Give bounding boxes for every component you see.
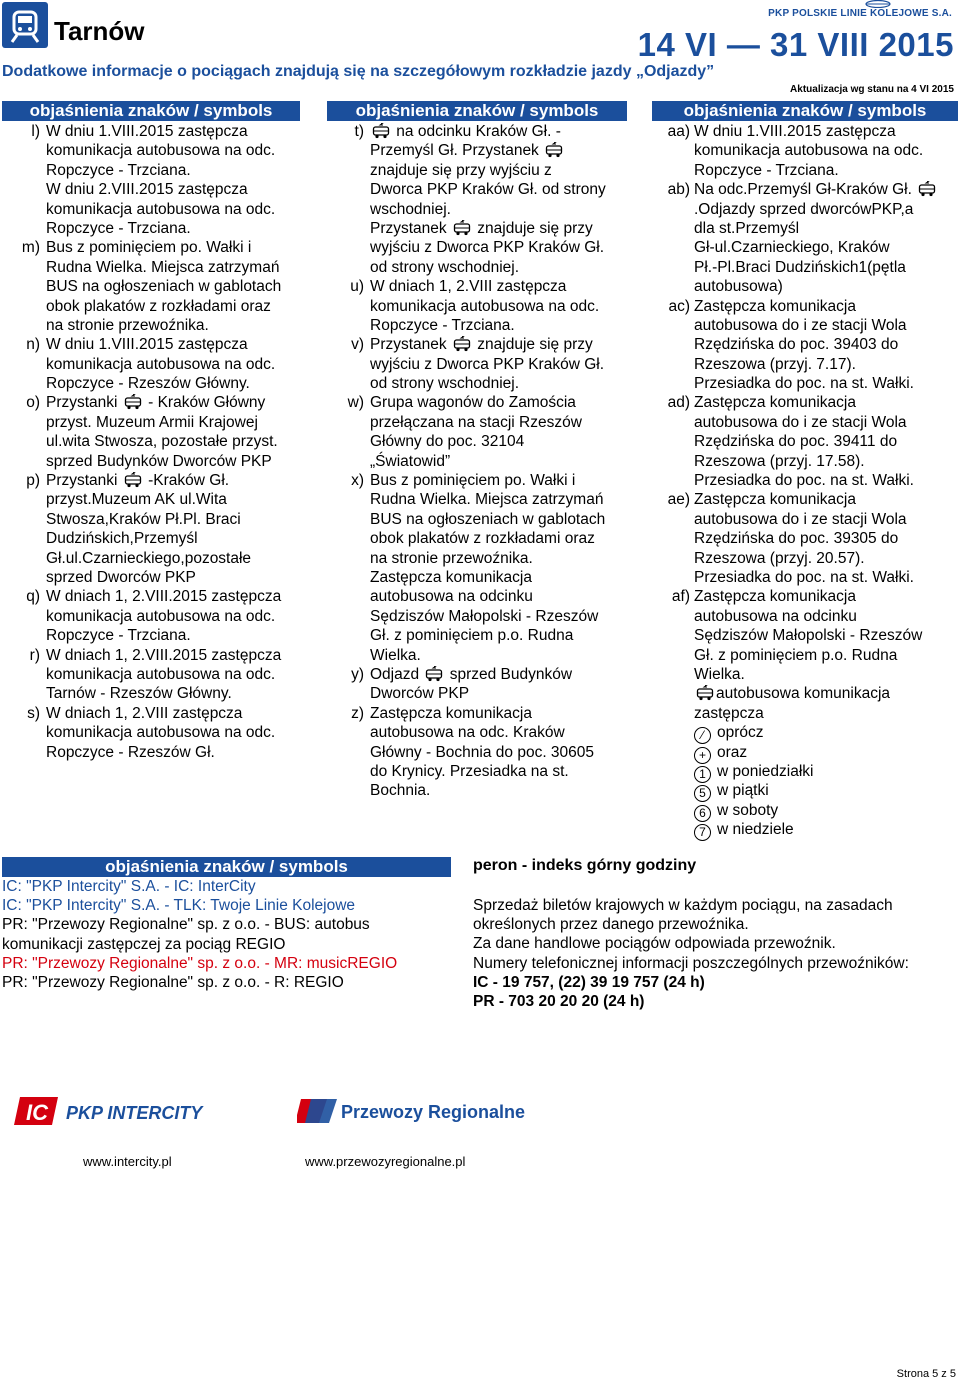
note-line [0,510,320,529]
bus-icon [545,142,563,158]
note-line [0,471,320,490]
note-line [0,723,320,742]
note-line [0,238,320,257]
operators-list [2,877,462,992]
note-line [0,374,320,393]
note-line [0,277,320,296]
note-line [648,510,960,529]
note-text: znajduje się przy wyjściu z [370,161,552,179]
note-key: o) [26,394,40,412]
symbols-heading: objaśnienia znaków / symbols [2,857,451,877]
note-line [648,704,960,723]
note-text: autobusowa do i ze stacji Wola [694,316,907,334]
note-line [322,723,642,742]
station-name: Tarnów [54,16,145,46]
note-text: autobusowa na odcinku [370,588,533,606]
note-line [322,510,642,529]
note-text: sprzed Dworców PKP [46,568,196,586]
note-key: q) [26,588,40,606]
note-line [322,200,642,219]
note-line [322,297,642,316]
note-text: wyjściu z Dworca PKP Kraków Gł. [370,355,604,373]
note-text: dla st.Przemyśl [694,219,800,237]
note-text: Przystanek znajduje się przy [370,219,593,237]
note-line [0,490,320,509]
note-line [0,743,320,762]
day-1-icon: 1 [694,766,711,783]
note-text: Przemyśl Gł. Przystanek [370,141,565,160]
note-text: Rzeszowa (przyj. 17.58). [694,452,865,470]
note-line [322,704,642,723]
note-line [0,568,320,587]
note-key: r) [29,646,40,664]
note-line [322,393,642,412]
note-text: sprzed Budynków Dworców PKP [46,452,272,470]
note-text: Grupa wagonów do Zamościa [370,394,576,412]
note-line [322,607,642,626]
note-key: af) [671,588,690,606]
note-line [322,180,642,199]
note-line [322,646,642,665]
note-text: Stwosza,Kraków Pł.Pl. Braci [46,510,241,528]
note-line [0,335,320,354]
note-line [322,258,642,277]
note-text: Gł.ul.Czarnieckiego,pozostałe [46,549,252,567]
note-text: W dniach 1, 2.VIII zastępcza [46,704,243,722]
bus-icon [453,336,471,352]
note-line [0,432,320,451]
note-line [0,141,320,160]
note-line [648,549,960,568]
note-text: Wielka. [370,646,421,664]
note-text: BUS na ogłoszeniach w gablotach [46,278,282,296]
note-text: wyjściu z Dworca PKP Kraków Gł. [370,239,604,257]
note-line [648,200,960,219]
note-line [648,374,960,393]
note-line [648,238,960,257]
note-key: ac) [668,297,690,315]
note-line [648,607,960,626]
note-line [648,122,960,141]
note-key: s) [27,704,40,722]
note-text: przełączana na stacji Rzeszów [370,413,582,431]
note-text: W dniach 1, 2.VIII zastępcza [370,278,567,296]
note-text: na odcinku Kraków Gł. - [370,122,561,141]
note-line [0,646,320,665]
note-line [648,219,960,238]
note-text: autobusowa) [694,278,783,296]
note-text: Dworca PKP Kraków Gł. od strony [370,181,606,199]
bus-icon [372,123,390,139]
note-text: Tarnów - Rzeszów Główny. [46,685,232,703]
note-text: Zastępcza komunikacja [370,704,532,722]
note-text: komunikacja autobusowa na odc. [46,607,276,625]
note-text: Rudna Wielka. Miejsca zatrzymań [370,491,604,509]
bus-icon [918,181,936,197]
note-line [648,568,960,587]
note-text: Bus z pominięciem po. Wałki i [370,472,576,490]
note-text: Rzędzińska do poc. 39403 do [694,336,899,354]
note-line [0,316,320,335]
note-line [322,587,642,606]
note-line [648,355,960,374]
train-logo-icon [2,2,48,48]
note-text: do Krynicy. Przesiadka na st. [370,762,569,780]
except-icon: ⁄ [694,727,711,744]
note-text: zastępcza [694,704,764,722]
bus-icon [124,472,142,488]
note-text: Pł.-Pl.Braci Dudzińskich1(pętla [694,258,906,276]
note-line [648,723,960,742]
notes-column-3 [648,122,960,839]
operator-line: PR: "Przewozy Regionalne" sp. z o.o. - R: REGIO [2,974,344,992]
note-text: W dniach 1, 2.VIII.2015 zastępcza [46,588,282,606]
note-line [322,122,642,141]
note-line [648,471,960,490]
note-line [0,200,320,219]
note-text: Zastępcza komunikacja [694,491,856,509]
note-text: Ropczyce - Rzeszów Główny. [46,375,250,393]
note-line [322,316,642,335]
bus-icon [124,394,142,410]
day-5-icon: 5 [694,785,711,802]
note-line [648,743,960,762]
note-line [648,297,960,316]
note-line [322,529,642,548]
note-line [0,607,320,626]
note-text: Dudzińskich,Przemyśl [46,530,198,548]
note-line [648,801,960,820]
note-line [648,665,960,684]
plus-icon: + [694,747,711,764]
note-text: Przystanek znajduje się przy [370,336,593,354]
note-text: W dniu 1.VIII.2015 zastępcza [46,336,248,354]
pkp-emblem-icon [864,0,892,8]
note-key: aa) [667,123,690,140]
note-text: przyst.Muzeum AK ul.Wita [46,491,227,509]
note-line [322,432,642,451]
note-line [648,587,960,606]
note-text: ul.wita Stwosza, pozostałe przyst. [46,433,278,451]
note-line [0,413,320,432]
note-text: na stronie przewoźnika. [46,316,209,334]
note-text: Przesiadka do poc. na st. Wałki. [694,568,914,586]
note-text: obok plakatów z rozkładami oraz [46,297,271,315]
note-text: Gł. z pominięciem p.o. Rudna [694,646,898,664]
info-line: IC - 19 757, (22) 39 19 757 (24 h) [473,973,705,991]
note-text: Gł. z pominięciem p.o. Rudna [370,627,574,645]
note-line [648,161,960,180]
operator-line: IC: "PKP Intercity" S.A. - TLK: Twoje Linie Kolejowe [2,897,356,915]
note-line [648,316,960,335]
note-line [648,180,960,199]
note-text: Przesiadka do poc. na st. Wałki. [694,472,914,490]
note-line [0,587,320,606]
note-text: ⁄ oprócz [694,723,764,744]
note-line [0,122,320,141]
note-text: Sędziszów Małopolski - Rzeszów [694,627,923,645]
note-text: Zastępcza komunikacja [694,394,856,412]
note-key: t) [354,123,364,140]
note-text: Przystanki -Kraków Gł. [46,472,230,490]
note-line [0,219,320,238]
note-line [322,781,642,800]
note-key: z) [351,704,364,722]
update-note: Aktualizacja wg stanu na 4 VI 2015 [790,84,954,95]
note-line [322,490,642,509]
note-line [0,529,320,548]
col1-heading: objaśnienia znaków / symbols [2,101,300,121]
note-text: autobusowa komunikacja [694,684,890,703]
col2-heading: objaśnienia znaków / symbols [327,101,627,121]
note-text: Przystanki - Kraków Główny [46,394,266,412]
note-text: Główny - Bochnia do poc. 30605 [370,743,595,761]
note-line [322,141,642,160]
note-line [648,452,960,471]
note-text: Ropczyce - Trzciana. [46,627,191,645]
svg-text:IC: IC [26,1100,48,1125]
notes-column-2 [322,122,642,801]
note-key: ae) [667,491,690,509]
note-text: Rzeszowa (przyj. 20.57). [694,549,865,567]
note-text: komunikacja autobusowa na odc. [46,355,276,373]
note-text: komunikacja autobusowa na odc. [46,200,276,218]
info-line: określonych przez danego przewoźnika. [473,916,749,934]
note-line [322,277,642,296]
note-text: Sędziszów Małopolski - Rzeszów [370,607,599,625]
bus-icon [425,666,443,682]
note-line [648,646,960,665]
note-line [322,762,642,781]
note-text: komunikacja autobusowa na odc. [46,665,276,683]
note-text: Rzeszowa (przyj. 7.17). [694,355,856,373]
note-key: p) [26,472,40,490]
peron-legend: peron - indeks górny godziny [473,857,697,874]
note-text: od strony wschodniej. [370,375,520,393]
note-text: Przesiadka do poc. na st. Wałki. [694,375,914,393]
note-text: Gł-ul.Czarnieckiego, Kraków [694,239,890,257]
note-line [322,219,642,238]
note-line [0,297,320,316]
day-7-icon: 7 [694,824,711,841]
note-key: m) [21,239,40,257]
note-line [648,762,960,781]
page-subtitle: Dodatkowe informacje o pociągach znajdują się na szczegółowym rozkładzie jazdy „Odjazdy” [2,63,715,80]
note-text: Ropczyce - Rzeszów Gł. [46,743,215,761]
note-text: „Światowid” [370,452,451,470]
page-number: Strona 5 z 5 [896,1368,956,1380]
note-text: .Odjazdy sprzed dworcówPKP,a [694,200,914,218]
note-text: Główny do poc. 32104 [370,433,525,451]
note-key: v) [351,336,364,354]
note-key: x) [351,472,364,490]
note-text: BUS na ogłoszeniach w gablotach [370,510,606,528]
note-line [322,335,642,354]
note-text: na stronie przewoźnika. [370,549,533,567]
note-text: komunikacja autobusowa na odc. [370,297,600,315]
operator-line: IC: "PKP Intercity" S.A. - IC: InterCity [2,878,256,895]
day-6-icon: 6 [694,805,711,822]
note-line [648,141,960,160]
operator-line: PR: "Przewozy Regionalne" sp. z o.o. - MR: musicREGIO [2,954,398,972]
note-text: wschodniej. [370,200,451,218]
note-line [648,820,960,839]
note-text: autobusowa na odcinku [694,607,857,625]
note-line [322,374,642,393]
note-key: l) [31,123,40,140]
note-text: W dniu 1.VIII.2015 zastępcza [46,123,248,140]
note-line [648,413,960,432]
note-line [322,684,642,703]
note-line [648,432,960,451]
note-line [0,161,320,180]
note-line [0,684,320,703]
note-line [0,626,320,645]
note-text: 5 w piątki [694,781,769,802]
note-text: Zastępcza komunikacja [694,588,856,606]
note-line [322,549,642,568]
note-text: Odjazd sprzed Budynków [370,665,573,683]
note-text: Rudna Wielka. Miejsca zatrzymań [46,258,280,276]
note-line [0,704,320,723]
info-line: Sprzedaż biletów krajowych w każdym pociągu, na zasadach [473,897,893,914]
note-text: Ropczyce - Trzciana. [370,316,515,334]
note-text: przyst. Muzeum Armii Krajowej [46,413,258,431]
note-text: 6 w soboty [694,801,778,822]
note-line [0,549,320,568]
note-text: Bochnia. [370,782,431,800]
note-line [648,684,960,703]
note-line [0,665,320,684]
info-line: Za dane handlowe pociągów odpowiada przewoźnik. [473,935,836,953]
note-text: komunikacja autobusowa na odc. [694,142,924,160]
note-text: Ropczyce - Trzciana. [46,161,191,179]
note-text: autobusowa na odc. Kraków [370,724,565,742]
intercity-logo [12,1093,240,1129]
note-text: komunikacja autobusowa na odc. [46,724,276,742]
note-line [322,413,642,432]
notes-column-1 [0,122,320,762]
validity-dates: 14 VI — 31 VIII 2015 [637,26,954,63]
note-line [648,335,960,354]
note-key: u) [350,278,364,296]
col3-heading: objaśnienia znaków / symbols [652,101,958,121]
note-text: W dniu 1.VIII.2015 zastępcza [694,123,896,140]
note-text: 1 w poniedziałki [694,762,814,783]
note-line [0,180,320,199]
note-text: obok plakatów z rozkładami oraz [370,530,595,548]
brand-label: PKP POLSKIE LINIE KOLEJOWE S.A. [768,8,952,19]
note-key: ad) [667,394,690,412]
info-block [473,896,959,1011]
regio-logo [297,1093,527,1129]
note-line [648,781,960,800]
note-line [322,626,642,645]
note-text: Rzędzińska do poc. 39411 do [694,433,898,451]
note-text: autobusowa do i ze stacji Wola [694,510,907,528]
note-text: 7 w niedziele [694,820,794,841]
info-line: Numery telefonicznej informacji poszczególnych przewoźników: [473,954,909,972]
note-text: Zastępcza komunikacja [694,297,856,315]
note-line [0,258,320,277]
bus-icon [696,685,714,701]
note-text: Zastępcza komunikacja [370,568,532,586]
regio-url[interactable]: www.przewozyregionalne.pl [305,1154,466,1169]
note-text: Dworców PKP [370,685,470,703]
operator-line: komunikacji zastępczej za pociąg REGIO [2,935,286,953]
note-text: Rzędzińska do poc. 39305 do [694,530,899,548]
note-line [322,238,642,257]
note-line [322,471,642,490]
note-text: Ropczyce - Trzciana. [694,161,839,179]
note-line [648,529,960,548]
note-text: Bus z pominięciem po. Wałki i [46,239,252,257]
note-line [648,626,960,645]
note-key: n) [26,336,40,354]
intercity-url[interactable]: www.intercity.pl [83,1154,172,1169]
note-line [648,490,960,509]
note-text: Wielka. [694,665,745,683]
note-line [322,743,642,762]
note-text: komunikacja autobusowa na odc. [46,142,276,160]
note-key: ab) [667,181,690,199]
note-line [648,277,960,296]
note-line [648,258,960,277]
note-text: Na odc.Przemyśl Gł-Kraków Gł. [694,180,938,199]
note-line [648,393,960,412]
note-text: autobusowa do i ze stacji Wola [694,413,907,431]
note-line [322,568,642,587]
bus-icon [453,220,471,236]
intercity-logo-text: PKP INTERCITY [66,1103,203,1123]
note-text: W dniach 1, 2.VIII.2015 zastępcza [46,646,282,664]
note-text: W dniu 2.VIII.2015 zastępcza [46,181,248,199]
note-line [0,452,320,471]
note-line [322,161,642,180]
operator-line: PR: "Przewozy Regionalne" sp. z o.o. - BUS: autobus [2,916,370,934]
note-line [0,355,320,374]
note-text: Ropczyce - Trzciana. [46,219,191,237]
note-line [322,665,642,684]
note-key: y) [351,665,364,683]
note-line [322,355,642,374]
note-line [0,393,320,412]
note-text: od strony wschodniej. [370,258,520,276]
info-line: PR - 703 20 20 20 (24 h) [473,993,645,1011]
note-key: w) [347,394,364,412]
regio-logo-text: Przewozy Regionalne [341,1102,526,1122]
note-text: + oraz [694,743,747,764]
note-line [322,452,642,471]
